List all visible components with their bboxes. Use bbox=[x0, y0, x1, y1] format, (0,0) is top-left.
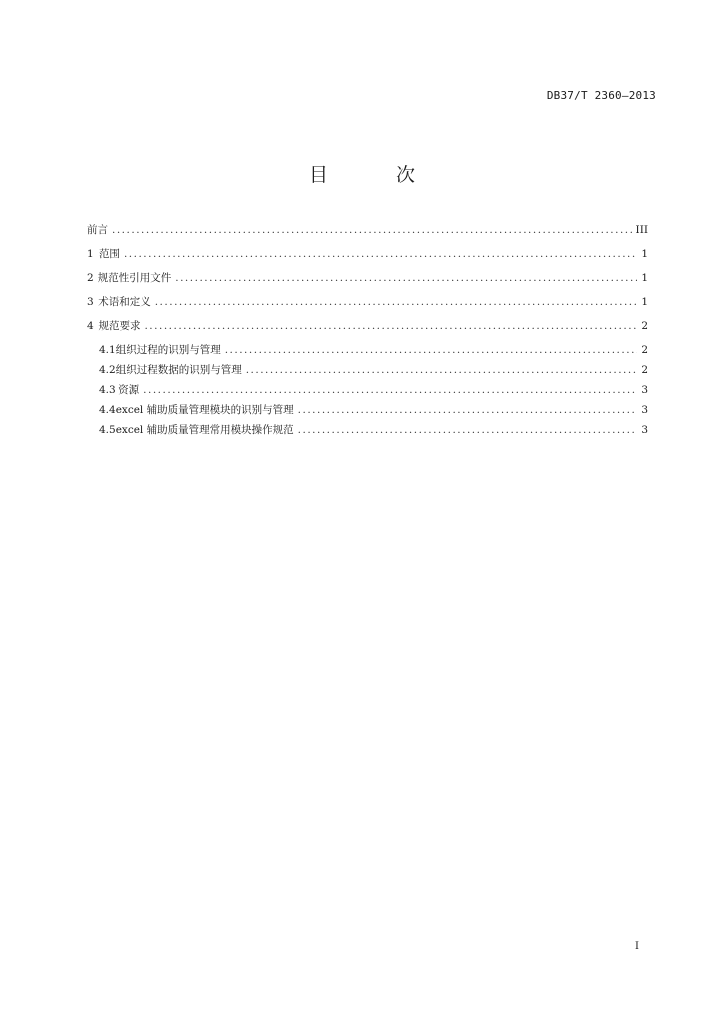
toc-subentry-page: 2 bbox=[641, 344, 648, 356]
page-number: I bbox=[635, 941, 639, 952]
toc-subentry-number: 4.1 bbox=[99, 344, 116, 356]
toc-leader-dots bbox=[124, 242, 637, 266]
table-of-contents bbox=[87, 218, 648, 440]
toc-title bbox=[0, 160, 724, 187]
toc-subentry-4-3[interactable] bbox=[87, 380, 648, 400]
toc-entry-label: 规范要求 bbox=[98, 320, 141, 332]
toc-entry-requirements[interactable] bbox=[87, 314, 648, 338]
toc-entry-number: 1 bbox=[87, 248, 94, 260]
toc-subentry-label: 资源 bbox=[118, 384, 140, 396]
toc-title-char-1: 目 bbox=[308, 164, 328, 186]
toc-entry-page: 2 bbox=[641, 320, 648, 332]
toc-subentry-label: excel 辅助质量管理模块的识别与管理 bbox=[115, 404, 294, 416]
toc-entry-label: 前言 bbox=[87, 224, 108, 236]
toc-leader-dots bbox=[175, 266, 637, 290]
toc-entry-page: 1 bbox=[641, 296, 648, 308]
toc-subentry-number: 4.3 bbox=[99, 384, 116, 396]
toc-entry-number: 2 bbox=[87, 272, 94, 284]
toc-leader-dots bbox=[155, 290, 638, 314]
document-code: DB37/T 2360—2013 bbox=[546, 89, 656, 102]
toc-entry-label: 规范性引用文件 bbox=[97, 272, 172, 284]
toc-entry-terms-definitions[interactable] bbox=[87, 290, 648, 314]
toc-leader-dots bbox=[225, 340, 638, 360]
toc-subentry-number: 4.5 bbox=[99, 424, 116, 436]
toc-subentry-number: 4.2 bbox=[99, 364, 116, 376]
toc-subentry-page: 3 bbox=[641, 424, 648, 436]
toc-subentry-page: 3 bbox=[641, 384, 648, 396]
toc-subentry-4-5[interactable] bbox=[87, 420, 648, 440]
toc-subentry-4-1[interactable] bbox=[87, 340, 648, 360]
toc-leader-dots bbox=[144, 314, 637, 338]
toc-entry-page: 1 bbox=[641, 248, 648, 260]
toc-subentry-page: 2 bbox=[641, 364, 648, 376]
toc-subentry-number: 4.4 bbox=[99, 404, 116, 416]
toc-leader-dots bbox=[298, 400, 638, 420]
toc-entry-label: 术语和定义 bbox=[98, 296, 151, 308]
toc-entry-number: 3 bbox=[87, 296, 94, 308]
toc-entry-scope[interactable] bbox=[87, 242, 648, 266]
toc-leader-dots bbox=[298, 420, 638, 440]
toc-title-char-2: 次 bbox=[396, 164, 416, 186]
toc-entry-label: 范围 bbox=[98, 248, 120, 260]
toc-subentry-label: 组织过程的识别与管理 bbox=[115, 344, 221, 356]
toc-entry-page: 1 bbox=[641, 272, 648, 284]
toc-entry-preface[interactable] bbox=[87, 218, 648, 242]
toc-leader-dots bbox=[246, 360, 638, 380]
toc-subentry-4-4[interactable] bbox=[87, 400, 648, 420]
toc-entry-page: III bbox=[635, 224, 648, 236]
toc-subentry-label: excel 辅助质量管理常用模块操作规范 bbox=[115, 424, 294, 436]
toc-subentry-4-2[interactable] bbox=[87, 360, 648, 380]
toc-entry-normative-references[interactable] bbox=[87, 266, 648, 290]
toc-entry-number: 4 bbox=[87, 320, 94, 332]
toc-leader-dots bbox=[112, 218, 632, 242]
toc-subentry-page: 3 bbox=[641, 404, 648, 416]
toc-leader-dots bbox=[143, 380, 637, 400]
toc-subentry-label: 组织过程数据的识别与管理 bbox=[115, 364, 242, 376]
